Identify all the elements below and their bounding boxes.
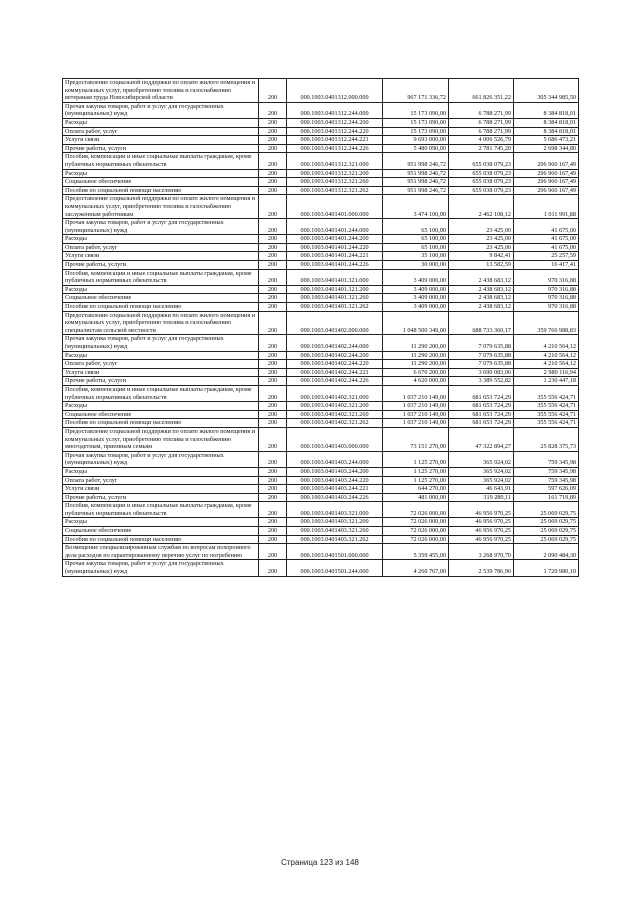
cell-name: Пособия по социальной помощи населению: [63, 535, 259, 544]
cell-line-code: 200: [259, 410, 287, 419]
cell-name: Предоставление социальной поддержки по оплате жилого помещения и коммунальных услуг, приобретению топлива и газоснабжению заслуженным работникам: [63, 195, 259, 219]
cell-unexecuted: 1 720 980,10: [514, 560, 579, 576]
cell-line-code: 200: [259, 485, 287, 494]
cell-approved: 3 474 100,00: [383, 195, 449, 219]
cell-executed: 23 425,00: [449, 243, 514, 252]
cell-name: Оплата работ, услуг: [63, 360, 259, 369]
cell-unexecuted: 4 210 564,12: [514, 351, 579, 360]
cell-budget-code: 000.1003.0401312.244.226: [287, 144, 383, 153]
cell-approved: 951 998 246,72: [383, 153, 449, 169]
cell-name: Пособия, компенсации и иные социальные выплаты гражданам, кроме публичных нормативных обязательств: [63, 269, 259, 285]
cell-name: Услуги связи: [63, 136, 259, 145]
cell-budget-code: 000.1003.0401312.321.000: [287, 153, 383, 169]
cell-budget-code: 000.1003.0401401.321.000: [287, 269, 383, 285]
cell-executed: 13 582,59: [449, 261, 514, 270]
cell-line-code: 200: [259, 195, 287, 219]
cell-executed: 7 079 635,88: [449, 351, 514, 360]
cell-name: Социальное обеспечение: [63, 527, 259, 536]
cell-unexecuted: 4 210 564,12: [514, 335, 579, 351]
cell-approved: 11 290 200,00: [383, 335, 449, 351]
table-row: [63, 285, 579, 294]
cell-line-code: 200: [259, 261, 287, 270]
table-row: [63, 535, 579, 544]
table-row: [63, 467, 579, 476]
cell-unexecuted: 759 345,98: [514, 476, 579, 485]
cell-unexecuted: 359 766 988,83: [514, 311, 579, 335]
cell-budget-code: 000.1003.0401403.244.221: [287, 485, 383, 494]
cell-approved: 1 125 270,00: [383, 476, 449, 485]
cell-executed: 46 643,91: [449, 485, 514, 494]
cell-line-code: 200: [259, 402, 287, 411]
cell-approved: 951 998 246,72: [383, 169, 449, 178]
cell-line-code: 200: [259, 560, 287, 576]
cell-line-code: 200: [259, 544, 287, 560]
table-row: [63, 518, 579, 527]
cell-unexecuted: 25 069 029,75: [514, 527, 579, 536]
cell-budget-code: 000.1003.0401403.244.220: [287, 476, 383, 485]
cell-executed: 655 038 079,23: [449, 178, 514, 187]
cell-executed: 681 653 724,29: [449, 385, 514, 401]
table-row: [63, 335, 579, 351]
cell-budget-code: 000.1003.0401403.321.260: [287, 527, 383, 536]
cell-line-code: 200: [259, 419, 287, 428]
cell-approved: 72 026 000,00: [383, 535, 449, 544]
cell-approved: 72 026 000,00: [383, 502, 449, 518]
cell-executed: 688 733 360,17: [449, 311, 514, 335]
cell-executed: 46 956 970,25: [449, 502, 514, 518]
cell-unexecuted: 25 069 029,75: [514, 535, 579, 544]
cell-budget-code: 000.1003.0401402.244.221: [287, 368, 383, 377]
cell-approved: 5 359 455,00: [383, 544, 449, 560]
table-row: [63, 243, 579, 252]
cell-line-code: 200: [259, 102, 287, 118]
cell-budget-code: 000.1003.0401402.244.000: [287, 335, 383, 351]
table-row: [63, 235, 579, 244]
cell-approved: 72 026 000,00: [383, 518, 449, 527]
cell-line-code: 200: [259, 118, 287, 127]
cell-approved: 65 100,00: [383, 219, 449, 235]
cell-unexecuted: 161 719,89: [514, 493, 579, 502]
cell-name: Прочая закупка товаров, работ и услуг для государственных (муниципальных) нужд: [63, 335, 259, 351]
cell-unexecuted: 41 675,00: [514, 235, 579, 244]
cell-name: Пособия по социальной помощи населению: [63, 303, 259, 312]
cell-executed: 7 079 635,88: [449, 335, 514, 351]
cell-executed: 655 038 079,23: [449, 153, 514, 169]
table-row: [63, 360, 579, 369]
cell-budget-code: 000.1003.0401312.000.000: [287, 79, 383, 103]
cell-line-code: 200: [259, 493, 287, 502]
cell-line-code: 200: [259, 360, 287, 369]
cell-executed: 46 956 970,25: [449, 527, 514, 536]
cell-unexecuted: 597 626,09: [514, 485, 579, 494]
cell-unexecuted: 759 345,98: [514, 467, 579, 476]
cell-line-code: 200: [259, 335, 287, 351]
cell-budget-code: 000.1003.0401401.321.260: [287, 294, 383, 303]
cell-approved: 1 037 210 149,00: [383, 402, 449, 411]
cell-unexecuted: 296 960 167,49: [514, 186, 579, 195]
cell-executed: 2 462 108,12: [449, 195, 514, 219]
cell-unexecuted: 355 556 424,71: [514, 385, 579, 401]
cell-executed: 681 653 724,29: [449, 419, 514, 428]
cell-line-code: 200: [259, 144, 287, 153]
cell-line-code: 200: [259, 451, 287, 467]
table-row: [63, 144, 579, 153]
table-row: [63, 169, 579, 178]
cell-budget-code: 000.1003.0401403.244.200: [287, 467, 383, 476]
cell-name: Пособия, компенсации и иные социальные выплаты гражданам, кроме публичных нормативных обязательств: [63, 385, 259, 401]
table-row: [63, 493, 579, 502]
cell-executed: 2 781 745,20: [449, 144, 514, 153]
cell-approved: 3 409 000,00: [383, 285, 449, 294]
cell-name: Оплата работ, услуг: [63, 127, 259, 136]
cell-approved: 1 048 500 349,00: [383, 311, 449, 335]
table-row: [63, 303, 579, 312]
table-row: [63, 377, 579, 386]
cell-unexecuted: 41 675,00: [514, 219, 579, 235]
cell-unexecuted: 8 384 818,01: [514, 102, 579, 118]
table-row: [63, 195, 579, 219]
table-row: [63, 269, 579, 285]
cell-executed: 655 038 079,23: [449, 186, 514, 195]
cell-executed: 6 788 271,99: [449, 127, 514, 136]
cell-unexecuted: 2 698 344,80: [514, 144, 579, 153]
cell-name: Оплата работ, услуг: [63, 476, 259, 485]
cell-line-code: 200: [259, 79, 287, 103]
cell-line-code: 200: [259, 535, 287, 544]
cell-name: Расходы: [63, 285, 259, 294]
cell-budget-code: 000.1003.0401501.000.000: [287, 544, 383, 560]
cell-executed: 2 438 683,12: [449, 303, 514, 312]
cell-budget-code: 000.1003.0401401.244.221: [287, 252, 383, 261]
cell-budget-code: 000.1003.0401312.321.262: [287, 186, 383, 195]
cell-approved: 481 000,00: [383, 493, 449, 502]
table-row: [63, 560, 579, 576]
cell-executed: 9 842,41: [449, 252, 514, 261]
table-row: [63, 485, 579, 494]
cell-budget-code: 000.1003.0401501.244.000: [287, 560, 383, 576]
table-row: [63, 502, 579, 518]
cell-approved: 4 260 767,00: [383, 560, 449, 576]
cell-executed: 2 438 683,12: [449, 269, 514, 285]
cell-line-code: 200: [259, 311, 287, 335]
cell-approved: 6 670 200,00: [383, 368, 449, 377]
cell-name: Предоставление социальной поддержки по оплате жилого помещения и коммунальных услуг, приобретению топлива и газоснабжению многодетным, приемным семьям: [63, 427, 259, 451]
cell-line-code: 200: [259, 269, 287, 285]
cell-unexecuted: 970 316,88: [514, 269, 579, 285]
cell-unexecuted: 4 210 564,12: [514, 360, 579, 369]
cell-executed: 681 653 724,29: [449, 410, 514, 419]
cell-name: Пособия, компенсации и иные социальные выплаты гражданам, кроме публичных нормативных обязательств: [63, 153, 259, 169]
cell-name: Возмещение специализированным службам по вопросам похоронного дела расходов по гарантированному перечню услуг по погребению: [63, 544, 259, 560]
cell-name: Пособия по социальной помощи населению: [63, 419, 259, 428]
table-row: [63, 476, 579, 485]
cell-executed: 2 539 786,90: [449, 560, 514, 576]
cell-unexecuted: 41 675,00: [514, 243, 579, 252]
cell-executed: 23 425,00: [449, 235, 514, 244]
table-body: [63, 79, 579, 577]
cell-unexecuted: 1 230 447,18: [514, 377, 579, 386]
cell-budget-code: 000.1003.0401401.244.000: [287, 219, 383, 235]
table-row: [63, 294, 579, 303]
cell-executed: 47 322 894,27: [449, 427, 514, 451]
cell-unexecuted: 355 556 424,71: [514, 419, 579, 428]
cell-name: Социальное обеспечение: [63, 294, 259, 303]
cell-executed: 6 788 271,99: [449, 118, 514, 127]
table-row: [63, 136, 579, 145]
cell-approved: 1 037 210 149,00: [383, 410, 449, 419]
cell-unexecuted: 8 384 818,01: [514, 127, 579, 136]
cell-name: Социальное обеспечение: [63, 410, 259, 419]
cell-approved: 72 026 000,00: [383, 527, 449, 536]
cell-unexecuted: 970 316,88: [514, 285, 579, 294]
cell-approved: 4 620 000,00: [383, 377, 449, 386]
cell-line-code: 200: [259, 502, 287, 518]
cell-line-code: 200: [259, 178, 287, 187]
cell-executed: 6 788 271,99: [449, 102, 514, 118]
cell-approved: 15 173 090,00: [383, 127, 449, 136]
cell-line-code: 200: [259, 285, 287, 294]
cell-executed: 3 268 970,70: [449, 544, 514, 560]
cell-approved: 644 270,00: [383, 485, 449, 494]
cell-budget-code: 000.1003.0401403.321.000: [287, 502, 383, 518]
cell-budget-code: 000.1003.0401312.321.200: [287, 169, 383, 178]
cell-approved: 15 173 090,00: [383, 118, 449, 127]
cell-approved: 951 998 246,72: [383, 178, 449, 187]
cell-unexecuted: 296 960 167,49: [514, 178, 579, 187]
cell-budget-code: 000.1003.0401403.000.000: [287, 427, 383, 451]
cell-line-code: 200: [259, 136, 287, 145]
cell-approved: 1 125 270,00: [383, 467, 449, 476]
cell-line-code: 200: [259, 252, 287, 261]
cell-budget-code: 000.1003.0401402.321.200: [287, 402, 383, 411]
cell-budget-code: 000.1003.0401401.000.000: [287, 195, 383, 219]
cell-line-code: 200: [259, 385, 287, 401]
cell-name: Социальное обеспечение: [63, 178, 259, 187]
cell-unexecuted: 296 960 167,49: [514, 153, 579, 169]
cell-line-code: 200: [259, 377, 287, 386]
cell-approved: 65 100,00: [383, 235, 449, 244]
cell-executed: 46 956 970,25: [449, 535, 514, 544]
cell-executed: 661 826 351,22: [449, 79, 514, 103]
table-row: [63, 127, 579, 136]
table-row: [63, 311, 579, 335]
cell-line-code: 200: [259, 186, 287, 195]
cell-name: Пособия по социальной помощи населению: [63, 186, 259, 195]
cell-budget-code: 000.1003.0401402.244.220: [287, 360, 383, 369]
cell-unexecuted: 355 556 424,71: [514, 402, 579, 411]
table-row: [63, 178, 579, 187]
cell-line-code: 200: [259, 243, 287, 252]
cell-name: Прочие работы, услуги: [63, 377, 259, 386]
cell-budget-code: 000.1003.0401401.244.226: [287, 261, 383, 270]
cell-unexecuted: 355 556 424,71: [514, 410, 579, 419]
cell-budget-code: 000.1003.0401403.321.200: [287, 518, 383, 527]
cell-budget-code: 000.1003.0401402.321.262: [287, 419, 383, 428]
cell-name: Услуги связи: [63, 485, 259, 494]
cell-name: Расходы: [63, 351, 259, 360]
table-row: [63, 544, 579, 560]
cell-executed: 46 956 970,25: [449, 518, 514, 527]
cell-budget-code: 000.1003.0401312.244.221: [287, 136, 383, 145]
cell-unexecuted: 8 384 818,01: [514, 118, 579, 127]
cell-budget-code: 000.1003.0401402.321.260: [287, 410, 383, 419]
cell-name: Предоставление социальной поддержки по оплате жилого помещения и коммунальных услуг, приобретению топлива и газоснабжению ветеранам труда Новосибирской области: [63, 79, 259, 103]
cell-executed: 4 006 526,79: [449, 136, 514, 145]
cell-name: Расходы: [63, 402, 259, 411]
cell-line-code: 200: [259, 235, 287, 244]
cell-line-code: 200: [259, 518, 287, 527]
cell-name: Расходы: [63, 118, 259, 127]
cell-line-code: 200: [259, 219, 287, 235]
cell-name: Прочая закупка товаров, работ и услуг для государственных (муниципальных) нужд: [63, 102, 259, 118]
cell-unexecuted: 970 316,88: [514, 294, 579, 303]
cell-line-code: 200: [259, 294, 287, 303]
cell-approved: 1 037 210 149,00: [383, 419, 449, 428]
cell-name: Расходы: [63, 169, 259, 178]
cell-budget-code: 000.1003.0401312.244.200: [287, 118, 383, 127]
table-row: [63, 385, 579, 401]
cell-executed: 365 924,02: [449, 476, 514, 485]
cell-line-code: 200: [259, 303, 287, 312]
cell-approved: 967 171 336,72: [383, 79, 449, 103]
cell-name: Прочие работы, услуги: [63, 261, 259, 270]
cell-budget-code: 000.1003.0401403.321.262: [287, 535, 383, 544]
cell-line-code: 200: [259, 476, 287, 485]
cell-budget-code: 000.1003.0401401.244.200: [287, 235, 383, 244]
table-row: [63, 402, 579, 411]
cell-budget-code: 000.1003.0401401.321.262: [287, 303, 383, 312]
cell-unexecuted: 25 069 029,75: [514, 518, 579, 527]
table-row: [63, 351, 579, 360]
cell-unexecuted: 25 069 029,75: [514, 502, 579, 518]
budget-execution-table: [62, 78, 579, 577]
cell-name: Прочая закупка товаров, работ и услуг для государственных (муниципальных) нужд: [63, 219, 259, 235]
table-row: [63, 410, 579, 419]
cell-unexecuted: 296 960 167,49: [514, 169, 579, 178]
table-row: [63, 79, 579, 103]
table-row: [63, 261, 579, 270]
cell-line-code: 200: [259, 427, 287, 451]
table-row: [63, 102, 579, 118]
cell-executed: 2 438 683,12: [449, 285, 514, 294]
table-row: [63, 252, 579, 261]
cell-approved: 9 693 000,00: [383, 136, 449, 145]
page-footer: Страница 123 из 148: [281, 858, 359, 867]
cell-name: Предоставление социальной поддержки по оплате жилого помещения и коммунальных услуг, приобретению топлива и газоснабжению специалистам сельской местности: [63, 311, 259, 335]
cell-budget-code: 000.1003.0401401.321.200: [287, 285, 383, 294]
cell-approved: 11 290 200,00: [383, 351, 449, 360]
cell-approved: 30 000,00: [383, 261, 449, 270]
cell-executed: 23 425,00: [449, 219, 514, 235]
cell-unexecuted: 5 686 473,21: [514, 136, 579, 145]
cell-budget-code: 000.1003.0401402.321.000: [287, 385, 383, 401]
table-row: [63, 186, 579, 195]
table-row: [63, 118, 579, 127]
table-row: [63, 368, 579, 377]
cell-unexecuted: 2 980 116,94: [514, 368, 579, 377]
cell-name: Прочая закупка товаров, работ и услуг для государственных (муниципальных) нужд: [63, 451, 259, 467]
cell-approved: 5 480 090,00: [383, 144, 449, 153]
cell-name: Расходы: [63, 467, 259, 476]
cell-line-code: 200: [259, 368, 287, 377]
cell-executed: 3 690 083,06: [449, 368, 514, 377]
cell-name: Расходы: [63, 235, 259, 244]
cell-budget-code: 000.1003.0401403.244.226: [287, 493, 383, 502]
cell-name: Прочие работы, услуги: [63, 144, 259, 153]
cell-executed: 319 280,11: [449, 493, 514, 502]
cell-name: Услуги связи: [63, 368, 259, 377]
cell-budget-code: 000.1003.0401402.000.000: [287, 311, 383, 335]
cell-line-code: 200: [259, 527, 287, 536]
cell-executed: 365 924,02: [449, 451, 514, 467]
cell-unexecuted: 25 828 375,73: [514, 427, 579, 451]
cell-line-code: 200: [259, 127, 287, 136]
cell-approved: 3 409 000,00: [383, 269, 449, 285]
cell-unexecuted: 16 417,41: [514, 261, 579, 270]
table-row: [63, 419, 579, 428]
cell-line-code: 200: [259, 467, 287, 476]
cell-budget-code: 000.1003.0401401.244.220: [287, 243, 383, 252]
cell-unexecuted: 305 344 985,50: [514, 79, 579, 103]
table-row: [63, 427, 579, 451]
cell-executed: 3 389 552,82: [449, 377, 514, 386]
cell-budget-code: 000.1003.0401403.244.000: [287, 451, 383, 467]
cell-executed: 655 038 079,23: [449, 169, 514, 178]
cell-name: Расходы: [63, 518, 259, 527]
cell-unexecuted: 1 011 991,88: [514, 195, 579, 219]
cell-approved: 73 151 270,00: [383, 427, 449, 451]
cell-executed: 2 438 683,12: [449, 294, 514, 303]
table-row: [63, 451, 579, 467]
cell-approved: 951 998 246,72: [383, 186, 449, 195]
cell-budget-code: 000.1003.0401402.244.226: [287, 377, 383, 386]
table-row: [63, 527, 579, 536]
cell-name: Оплата работ, услуг: [63, 243, 259, 252]
cell-approved: 15 173 090,00: [383, 102, 449, 118]
cell-budget-code: 000.1003.0401312.244.000: [287, 102, 383, 118]
cell-approved: 11 290 200,00: [383, 360, 449, 369]
table-row: [63, 219, 579, 235]
cell-line-code: 200: [259, 169, 287, 178]
cell-budget-code: 000.1003.0401402.244.200: [287, 351, 383, 360]
cell-approved: 1 037 210 149,00: [383, 385, 449, 401]
cell-approved: 3 409 000,00: [383, 294, 449, 303]
cell-unexecuted: 2 090 484,30: [514, 544, 579, 560]
cell-unexecuted: 759 345,98: [514, 451, 579, 467]
cell-approved: 1 125 270,00: [383, 451, 449, 467]
cell-executed: 7 079 635,88: [449, 360, 514, 369]
cell-approved: 35 100,00: [383, 252, 449, 261]
cell-executed: 365 924,02: [449, 467, 514, 476]
cell-unexecuted: 970 316,88: [514, 303, 579, 312]
cell-name: Услуги связи: [63, 252, 259, 261]
cell-budget-code: 000.1003.0401312.321.260: [287, 178, 383, 187]
cell-name: Прочие работы, услуги: [63, 493, 259, 502]
cell-approved: 3 409 000,00: [383, 303, 449, 312]
cell-unexecuted: 25 257,59: [514, 252, 579, 261]
cell-approved: 65 100,00: [383, 243, 449, 252]
cell-name: Прочая закупка товаров, работ и услуг для государственных (муниципальных) нужд: [63, 560, 259, 576]
cell-executed: 681 653 724,29: [449, 402, 514, 411]
cell-line-code: 200: [259, 153, 287, 169]
cell-name: Пособия, компенсации и иные социальные выплаты гражданам, кроме публичных нормативных обязательств: [63, 502, 259, 518]
table-row: [63, 153, 579, 169]
cell-line-code: 200: [259, 351, 287, 360]
cell-budget-code: 000.1003.0401312.244.220: [287, 127, 383, 136]
